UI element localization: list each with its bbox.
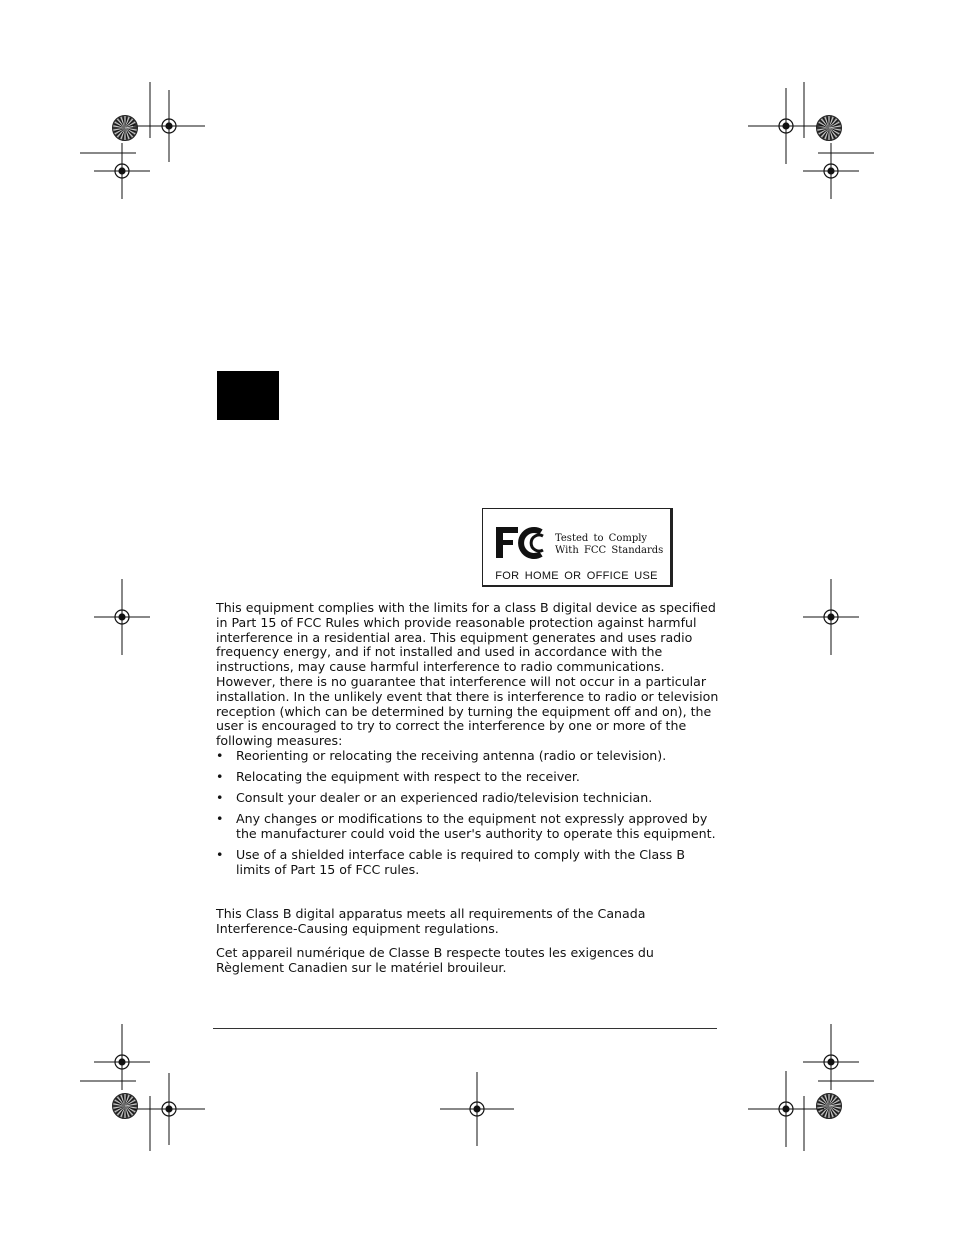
fcc-tested-line: Tested to Comply — [555, 533, 648, 544]
bullet: • — [216, 768, 224, 784]
bullet: • — [216, 747, 224, 763]
list-item — [216, 848, 720, 878]
fcc-compliance-label — [482, 508, 673, 587]
fcc-tested-line: With FCC Standards — [555, 545, 664, 556]
registration-dot — [827, 167, 834, 174]
bullet: • — [216, 789, 224, 805]
registration-dot — [473, 1105, 480, 1112]
bullet: • — [216, 810, 224, 826]
registration-dot — [165, 1105, 172, 1112]
measure-text: Relocating the equipment with respect to the receiver. — [236, 768, 580, 784]
registration-dot — [118, 167, 125, 174]
canada-english-paragraph: This Class B digital apparatus meets all requirements of the Canada Interference-Causing equipment regulations. — [216, 906, 646, 937]
fcc-paragraph: This equipment complies with the limits for a class B digital device as specified in Part 15 of FCC Rules which provide reasonable protection against harmful interference in a residential area. This equipment generates and uses radio frequency energy, and if not installed and used in accordance with the instructions, may cause harmful interference to radio communications. However, there is no guarantee that interference will not occur in a particular installation. In the unlikely event that there is interference to radio or television reception (which can be determined by turning the equipment off and on), the user is encouraged to try to correct the interference by one or more of the following measures: — [216, 600, 719, 749]
measure-text: Consult your dealer or an experienced radio/television technician. — [236, 789, 653, 805]
regulatory-text — [216, 601, 720, 975]
registration-dot — [782, 1105, 789, 1112]
measure-text: Reorienting or relocating the receiving antenna (radio or television). — [236, 747, 667, 763]
fcc-logo-icon — [495, 525, 551, 561]
fcc-tested-text — [555, 533, 663, 557]
fcc-home-office-text: FOR HOME OR OFFICE USE — [495, 570, 658, 582]
bullet: • — [216, 846, 224, 862]
list-item — [216, 770, 720, 785]
measure-text: Use of a shielded interface cable is required to comply with the Class B limits of Part 15 of FCC rules. — [236, 846, 685, 877]
canada-french-paragraph: Cet appareil numérique de Classe B respecte toutes les exigences du Règlement Canadien sur le matériel brouileur. — [216, 944, 654, 975]
list-item — [216, 812, 720, 842]
chapter-tab — [217, 371, 279, 420]
registration-dot — [165, 122, 172, 129]
registration-dot — [782, 122, 789, 129]
footer-rule — [213, 1028, 717, 1029]
list-item — [216, 791, 720, 806]
measure-text: Any changes or modifications to the equipment not expressly approved by the manufacturer could void the user's authority to operate this equipment. — [236, 810, 716, 841]
list-item — [216, 749, 720, 764]
measures-list — [216, 749, 720, 877]
